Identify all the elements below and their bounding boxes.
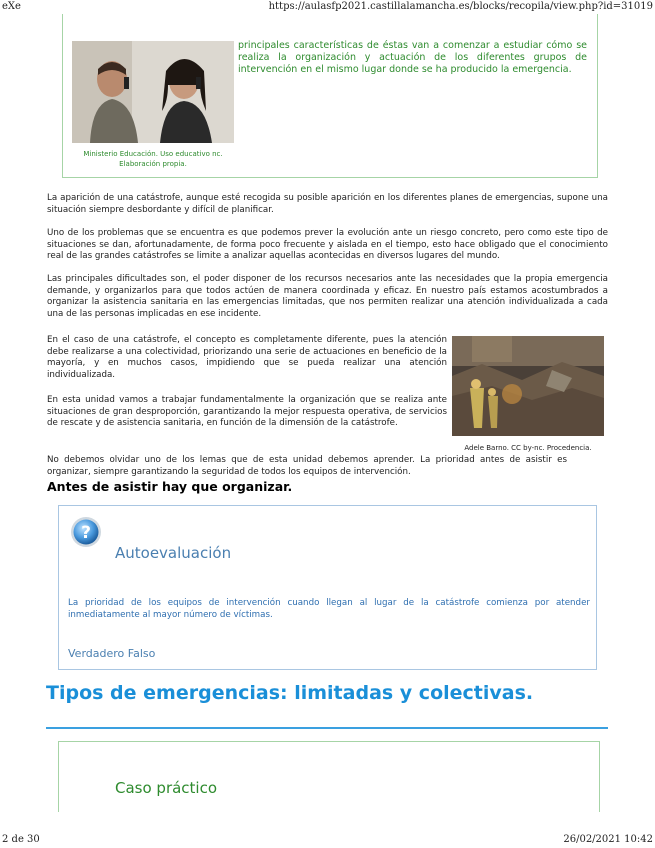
top-photo-caption: Ministerio Educación. Uso educativo nc. Elaboración propia. (83, 150, 223, 168)
top-text: principales características de éstas van a comenzar a estudiar cómo se realiza la organización y actuación de los diferentes grupos de intervención en el mismo lugar donde se ha producido la emergencia. (238, 40, 587, 75)
paragraph-5: En esta unidad vamos a trabajar fundamentalmente la organización que se realiza ante situaciones de gran desproporción, garantizando la mejor respuesta operativa, de servicios de rescate y de asistencia sanitaria, en función de la dimensión de la catástrofe. (47, 395, 447, 429)
header-url: https://aulasfp2021.castillalamancha.es/blocks/recopila/view.php?id=31019 (268, 1, 653, 12)
motto-heading: Antes de asistir hay que organizar. (47, 479, 293, 494)
paragraph-2: Uno de los problemas que se encuentra es que podemos prever la evolución ante un riesgo concreto, pero como este tipo de situaciones se dan, afortunadamente, de forma poco frecuente y aislada en el tiempo, esto hace obligado que el conocimiento real de las grandes catástrofes se limite a analizar aquellas acontecidas en diversos lugares del mundo. (47, 228, 608, 262)
print-timestamp: 26/02/2021 10:42 (563, 834, 653, 845)
print-footer (0, 832, 655, 848)
rescue-rubble-photo (452, 336, 604, 436)
autoevaluacion-box (58, 505, 597, 670)
autoevaluacion-question: La prioridad de los equipos de intervención cuando llegan al lugar de la catástrofe comienza por atender inmediatamente al mayor número de víctimas. (68, 598, 590, 620)
svg-text:?: ? (81, 523, 91, 543)
question-mark-icon (70, 516, 102, 548)
paragraph-6: No debemos olvidar uno de los lemas que de esta unidad debemos aprender. La prioridad antes de asistir es organizar, siempre garantizando la seguridad de todos los equipos de intervención. (47, 455, 567, 477)
section-title: Tipos de emergencias: limitadas y colectivas. (46, 682, 534, 704)
header-title: eXe (2, 1, 21, 12)
rescue-photo-caption: Adele Barno. CC by-nc. Procedencia. (464, 444, 592, 452)
paragraph-3: Las principales dificultades son, el poder disponer de los recursos necesarios ante las necesidades que la propia emergencia demande, y organizarlos para que todos actúen de manera coordinada y eficaz. En nuestro país estamos acostumbrados a organizar la asistencia sanitaria en las emergencias limitadas, que nos permiten realizar una atención individualizada a cada una de las personas implicadas en ese incidente. (47, 274, 608, 319)
autoevaluacion-title: Autoevaluación (115, 544, 232, 562)
answer-options (68, 647, 155, 660)
print-header (0, 0, 655, 14)
section-divider (46, 727, 608, 729)
page-number: 2 de 30 (2, 834, 40, 845)
answer-false-option[interactable]: Falso (127, 647, 156, 660)
people-on-phone-photo (72, 41, 234, 143)
paragraph-4: En el caso de una catástrofe, el concepto es completamente diferente, pues la atención debe realizarse a una colectividad, priorizando una serie de actuaciones en beneficio de la mayoría, y en muchos casos, impidiendo que se pueda realizar una atención individualizada. (47, 335, 447, 380)
caso-practico-box (58, 741, 600, 812)
paragraph-1: La aparición de una catástrofe, aunque esté recogida su posible aparición en los diferentes planes de emergencias, supone una situación siempre desbordante y difícil de planificar. (47, 193, 608, 215)
answer-true-option[interactable]: Verdadero (68, 647, 125, 660)
caso-practico-title: Caso práctico (115, 779, 218, 797)
